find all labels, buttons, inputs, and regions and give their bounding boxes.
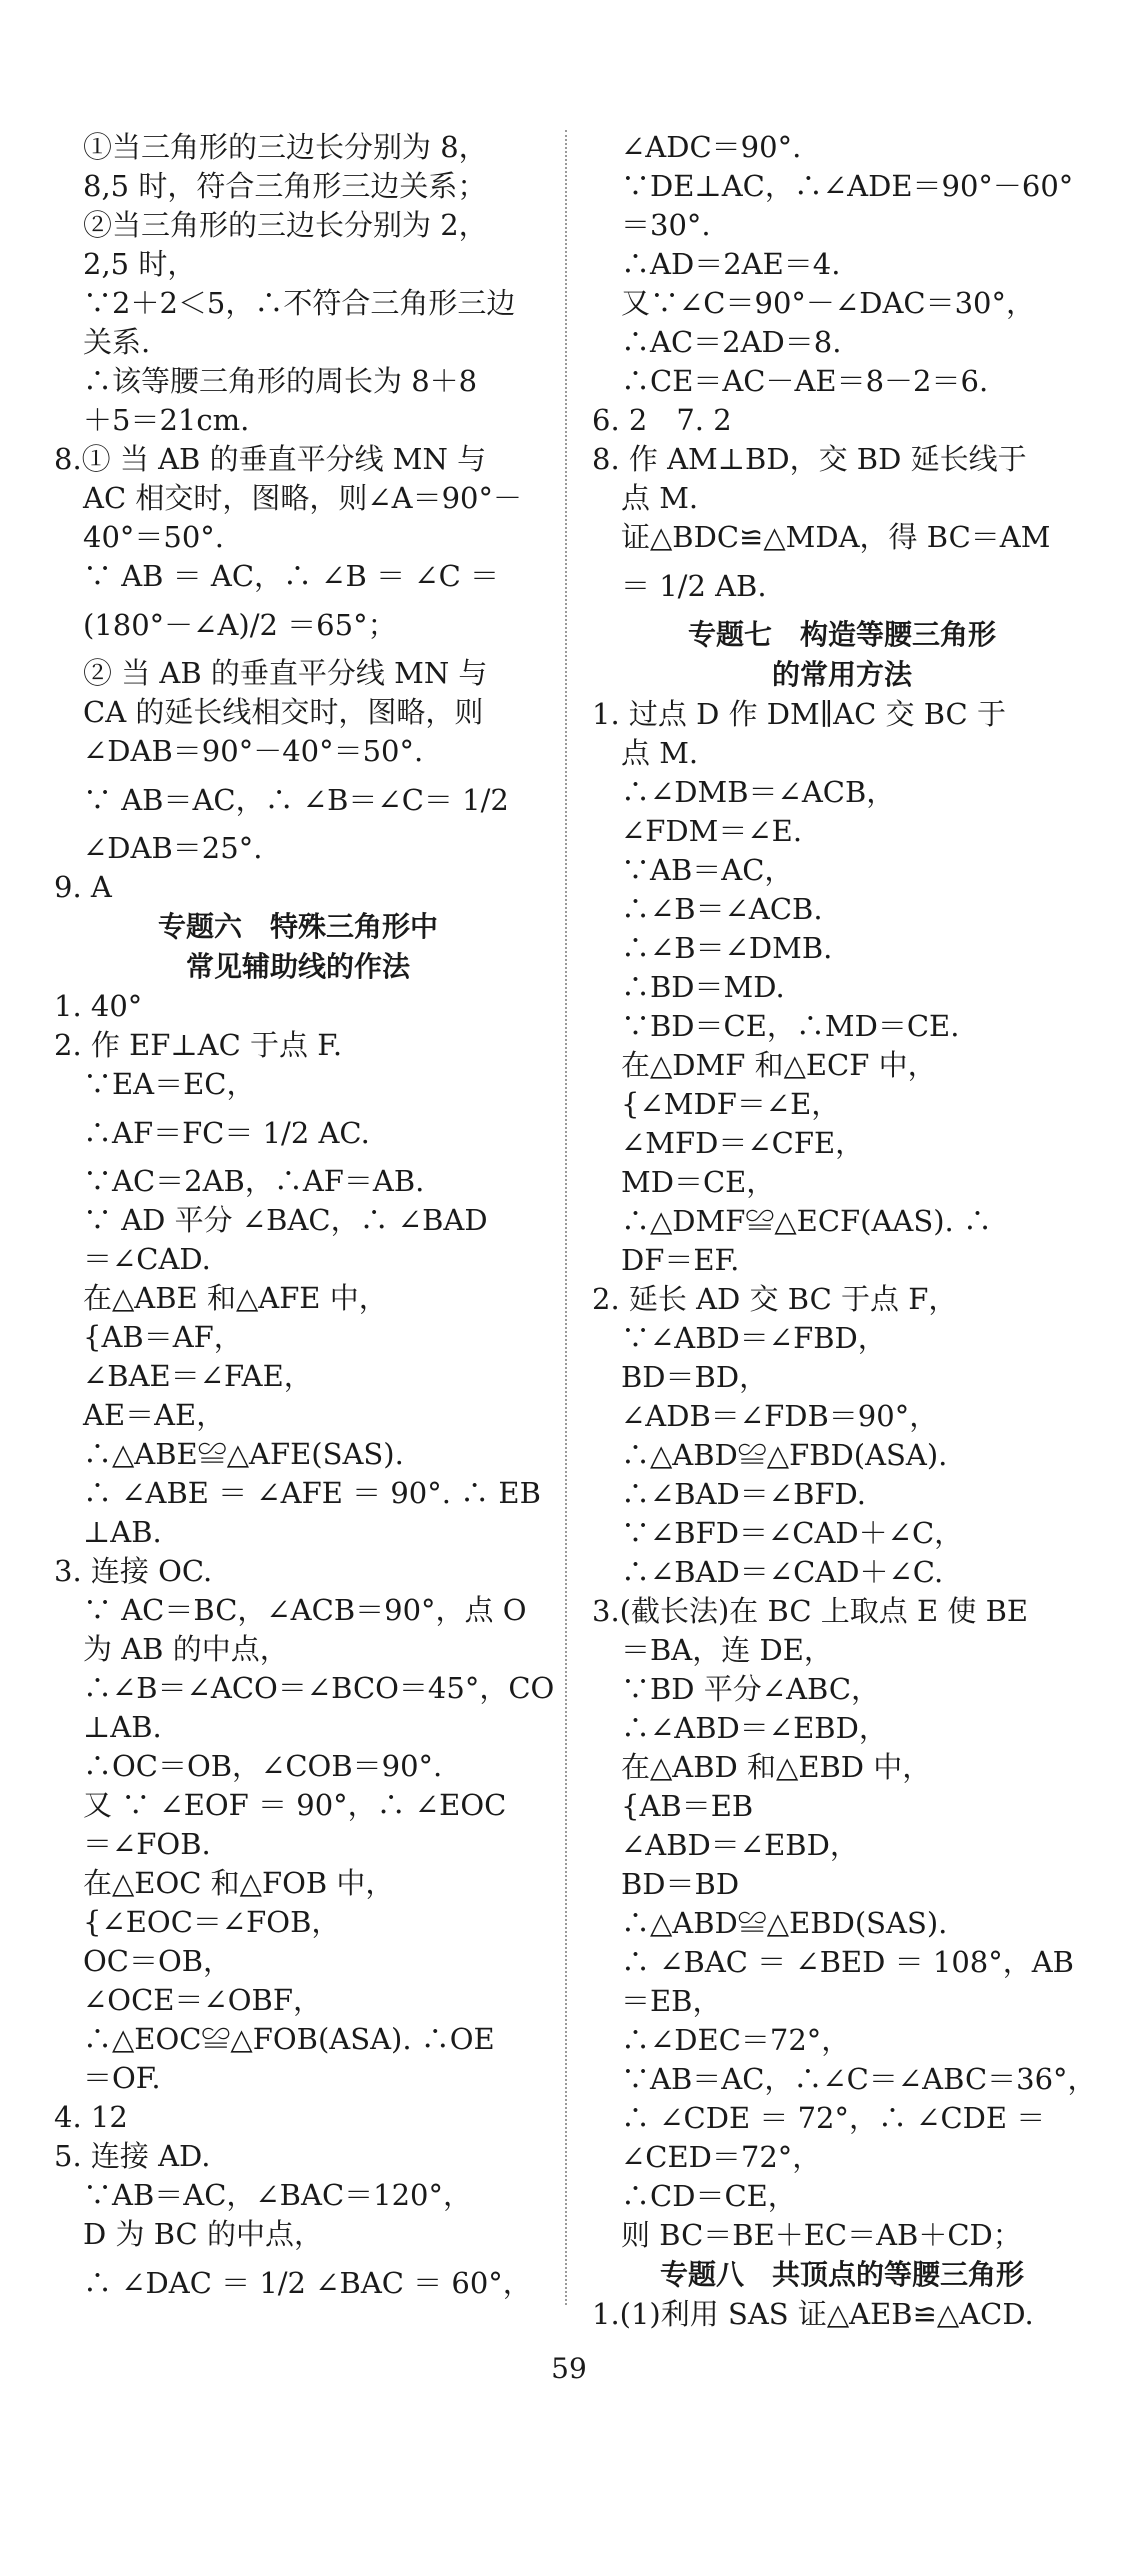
text-line: ∠OCE＝∠OBF， bbox=[54, 1983, 322, 2017]
text-line: 2. 作 EF⊥AC 于点 F. bbox=[54, 1028, 343, 1062]
text-line: 5. 连接 AD. bbox=[54, 2139, 211, 2173]
text-line: {AB＝EB bbox=[592, 1789, 754, 1823]
text-line: BD＝BD bbox=[592, 1867, 740, 1901]
text-line: D 为 BC 的中点， bbox=[54, 2217, 323, 2251]
text-line: AE＝AE， bbox=[54, 1398, 226, 1432]
text-line: 点 M. bbox=[592, 736, 699, 770]
text-line: ∴OC＝OB，∠COB＝90°. bbox=[54, 1749, 443, 1783]
text-line: 2. 延长 AD 交 BC 于点 F， bbox=[592, 1282, 958, 1316]
text-line: ∴AD＝2AE＝4. bbox=[592, 247, 841, 281]
text-line: ∴∠B＝∠ACB. bbox=[592, 892, 823, 926]
text-line: ∵AC＝2AB，∴AF＝AB. bbox=[54, 1164, 425, 1198]
text-line: 又∵∠C＝90°－∠DAC＝30°， bbox=[592, 286, 1035, 320]
text-line: (180°－∠A)/2 ＝65°； bbox=[54, 608, 397, 642]
text-line: ∵BD＝CE，∴MD＝CE. bbox=[592, 1009, 960, 1043]
text-line: ∴∠B＝∠ACO＝∠BCO＝45°，CO bbox=[54, 1671, 555, 1705]
text-line: 8.① 当 AB 的垂直平分线 MN 与 bbox=[54, 442, 487, 476]
text-line: 3. 连接 OC. bbox=[54, 1554, 213, 1588]
text-line: BD＝BD， bbox=[592, 1360, 769, 1394]
text-line: AC 相交时，图略，则∠A＝90°－ bbox=[54, 481, 522, 515]
text-line: 1. 过点 D 作 DM∥AC 交 BC 于 bbox=[592, 697, 1006, 731]
text-line: ＝BA，连 DE， bbox=[592, 1633, 833, 1667]
column-divider bbox=[565, 130, 567, 2305]
text-line: ∵ AB ＝ AC，∴ ∠B ＝ ∠C ＝ bbox=[54, 559, 500, 593]
text-line: 在△DMF 和△ECF 中， bbox=[592, 1048, 937, 1082]
text-line: 2,5 时， bbox=[54, 247, 197, 281]
text-line: ∠ADC＝90°. bbox=[592, 130, 802, 164]
text-line: 则 BC＝BE＋EC＝AB＋CD； bbox=[592, 2218, 1022, 2252]
text-line: ∠ADB＝∠FDB＝90°， bbox=[592, 1399, 939, 1433]
text-line: ＝EB， bbox=[592, 1984, 722, 2018]
section-heading: 专题六 特殊三角形中 bbox=[157, 910, 438, 943]
text-line: ∠MFD＝∠CFE， bbox=[592, 1126, 865, 1160]
text-line: ∴△ABE≌△AFE(SAS). bbox=[54, 1437, 404, 1471]
text-line: ＝OF. bbox=[54, 2061, 161, 2095]
text-line: 1.(1)利用 SAS 证△AEB≌△ACD. bbox=[592, 2297, 1034, 2331]
text-line: ∵ AD 平分 ∠BAC，∴ ∠BAD bbox=[54, 1203, 488, 1237]
text-line: ①当三角形的三边长分别为 8， bbox=[54, 130, 488, 164]
text-line: ∴△ABD≌△FBD(ASA). bbox=[592, 1438, 948, 1472]
text-line: ∵BD 平分∠ABC， bbox=[592, 1672, 881, 1706]
text-line: ②当三角形的三边长分别为 2， bbox=[54, 208, 488, 242]
text-line: ∴CD＝CE， bbox=[592, 2179, 797, 2213]
text-line: ∴该等腰三角形的周长为 8＋8 bbox=[54, 364, 478, 398]
text-line: ∵2＋2＜5，∴不符合三角形三边 bbox=[54, 286, 516, 320]
text-line: ∴∠BAD＝∠BFD. bbox=[592, 1477, 866, 1511]
text-line: ⊥AB. bbox=[54, 1710, 162, 1744]
page-number: 59 bbox=[551, 2352, 587, 2385]
text-line: ＝∠FOB. bbox=[54, 1827, 211, 1861]
text-line: ∴∠B＝∠DMB. bbox=[592, 931, 833, 965]
text-line: 8,5 时，符合三角形三边关系； bbox=[54, 169, 487, 203]
text-line: 证△BDC≌△MDA，得 BC＝AM bbox=[592, 520, 1051, 554]
text-line: DF＝EF. bbox=[592, 1243, 740, 1277]
section-heading: 专题七 构造等腰三角形 bbox=[687, 618, 996, 651]
text-line: ∴△ABD≌△EBD(SAS). bbox=[592, 1906, 948, 1940]
text-line: MD＝CE， bbox=[592, 1165, 776, 1199]
text-line: ∵AB＝AC，∠BAC＝120°， bbox=[54, 2178, 472, 2212]
text-line: ＝30°. bbox=[592, 208, 711, 242]
text-line: 在△ABE 和△AFE 中， bbox=[54, 1281, 388, 1315]
text-line: ∠ABD＝∠EBD， bbox=[592, 1828, 859, 1862]
section-heading: 专题八 共顶点的等腰三角形 bbox=[659, 2258, 1024, 2291]
text-line: 在△EOC 和△FOB 中， bbox=[54, 1866, 395, 1900]
text-line: {∠EOC＝∠FOB， bbox=[54, 1905, 341, 1939]
text-line: ∵∠ABD＝∠FBD， bbox=[592, 1321, 887, 1355]
text-line: ∴ ∠DAC ＝ 1/2 ∠BAC ＝ 60°， bbox=[54, 2266, 532, 2300]
text-line: ∴AF＝FC＝ 1/2 AC. bbox=[54, 1116, 370, 1150]
text-line: 8. 作 AM⊥BD，交 BD 延长线于 bbox=[592, 442, 1027, 476]
text-line: ＝ 1/2 AB. bbox=[592, 569, 767, 603]
section-heading: 的常用方法 bbox=[771, 658, 912, 691]
text-line: ∴△DMF≌△ECF(AAS). ∴ bbox=[592, 1204, 992, 1238]
text-line: 40°＝50°. bbox=[54, 520, 225, 554]
text-line: 又 ∵ ∠EOF ＝ 90°，∴ ∠EOC bbox=[54, 1788, 507, 1822]
text-line: ∴∠BAD＝∠CAD＋∠C. bbox=[592, 1555, 944, 1589]
text-line: ＋5＝21cm. bbox=[54, 403, 250, 437]
text-line: 3.(截长法)在 BC 上取点 E 使 BE bbox=[592, 1594, 1029, 1628]
text-line: ∴ ∠BAC ＝ ∠BED ＝ 108°，AB bbox=[592, 1945, 1074, 1979]
text-line: ∴ ∠CDE ＝ 72°，∴ ∠CDE ＝ bbox=[592, 2101, 1046, 2135]
text-line: ∠DAB＝90°－40°＝50°. bbox=[54, 734, 424, 768]
text-line: {∠MDF＝∠E， bbox=[592, 1087, 841, 1121]
left-column bbox=[54, 128, 555, 2312]
text-line: 点 M. bbox=[592, 481, 699, 515]
text-line: ∵EA＝EC， bbox=[54, 1067, 256, 1101]
text-line: ∴∠ABD＝∠EBD， bbox=[592, 1711, 888, 1745]
text-line: ∵ AC＝BC，∠ACB＝90°，点 O bbox=[54, 1593, 527, 1627]
text-line: ∠CED＝72°， bbox=[592, 2140, 822, 2174]
section-heading: 常见辅助线的作法 bbox=[185, 950, 410, 983]
text-line: 关系. bbox=[54, 325, 151, 359]
text-line: 为 AB 的中点， bbox=[54, 1632, 289, 1666]
text-line: 4. 12 bbox=[54, 2100, 128, 2134]
text-line: ∵ AB＝AC，∴ ∠B＝∠C＝ 1/2 bbox=[54, 783, 509, 817]
text-line: ∵∠BFD＝∠CAD＋∠C， bbox=[592, 1516, 964, 1550]
text-line: 9. A bbox=[54, 870, 112, 904]
text-line: ⊥AB. bbox=[54, 1515, 162, 1549]
text-line: ∠BAE＝∠FAE， bbox=[54, 1359, 313, 1393]
text-line: CA 的延长线相交时，图略，则 bbox=[54, 695, 484, 729]
text-line: ∴CE＝AC－AE＝8－2＝6. bbox=[592, 364, 989, 398]
text-line: ② 当 AB 的垂直平分线 MN 与 bbox=[54, 656, 488, 690]
text-line: ＝∠CAD. bbox=[54, 1242, 211, 1276]
text-line: ∴△EOC≌△FOB(ASA). ∴OE bbox=[54, 2022, 495, 2056]
text-line: ∴∠DMB＝∠ACB， bbox=[592, 775, 896, 809]
text-line: ∴AC＝2AD＝8. bbox=[592, 325, 842, 359]
text-line: ∴∠DEC＝72°， bbox=[592, 2023, 851, 2057]
text-line: ∴BD＝MD. bbox=[592, 970, 785, 1004]
text-line: ∵DE⊥AC，∴∠ADE＝90°－60° bbox=[592, 169, 1074, 203]
right-column bbox=[592, 128, 1097, 2334]
text-line: 1. 40° bbox=[54, 989, 143, 1023]
text-line: 在△ABD 和△EBD 中， bbox=[592, 1750, 932, 1784]
text-line: ∵AB＝AC， bbox=[592, 853, 794, 887]
text-line: OC＝OB， bbox=[54, 1944, 233, 1978]
text-line: 6. 2 7. 2 bbox=[592, 403, 732, 437]
text-line: ∠FDM＝∠E. bbox=[592, 814, 803, 848]
text-line: ∵AB＝AC，∴∠C＝∠ABC＝36°， bbox=[592, 2062, 1097, 2096]
text-line: ∠DAB＝25°. bbox=[54, 831, 263, 865]
text-line: ∴ ∠ABE ＝ ∠AFE ＝ 90°. ∴ EB bbox=[54, 1476, 541, 1510]
text-line: {AB＝AF， bbox=[54, 1320, 243, 1354]
